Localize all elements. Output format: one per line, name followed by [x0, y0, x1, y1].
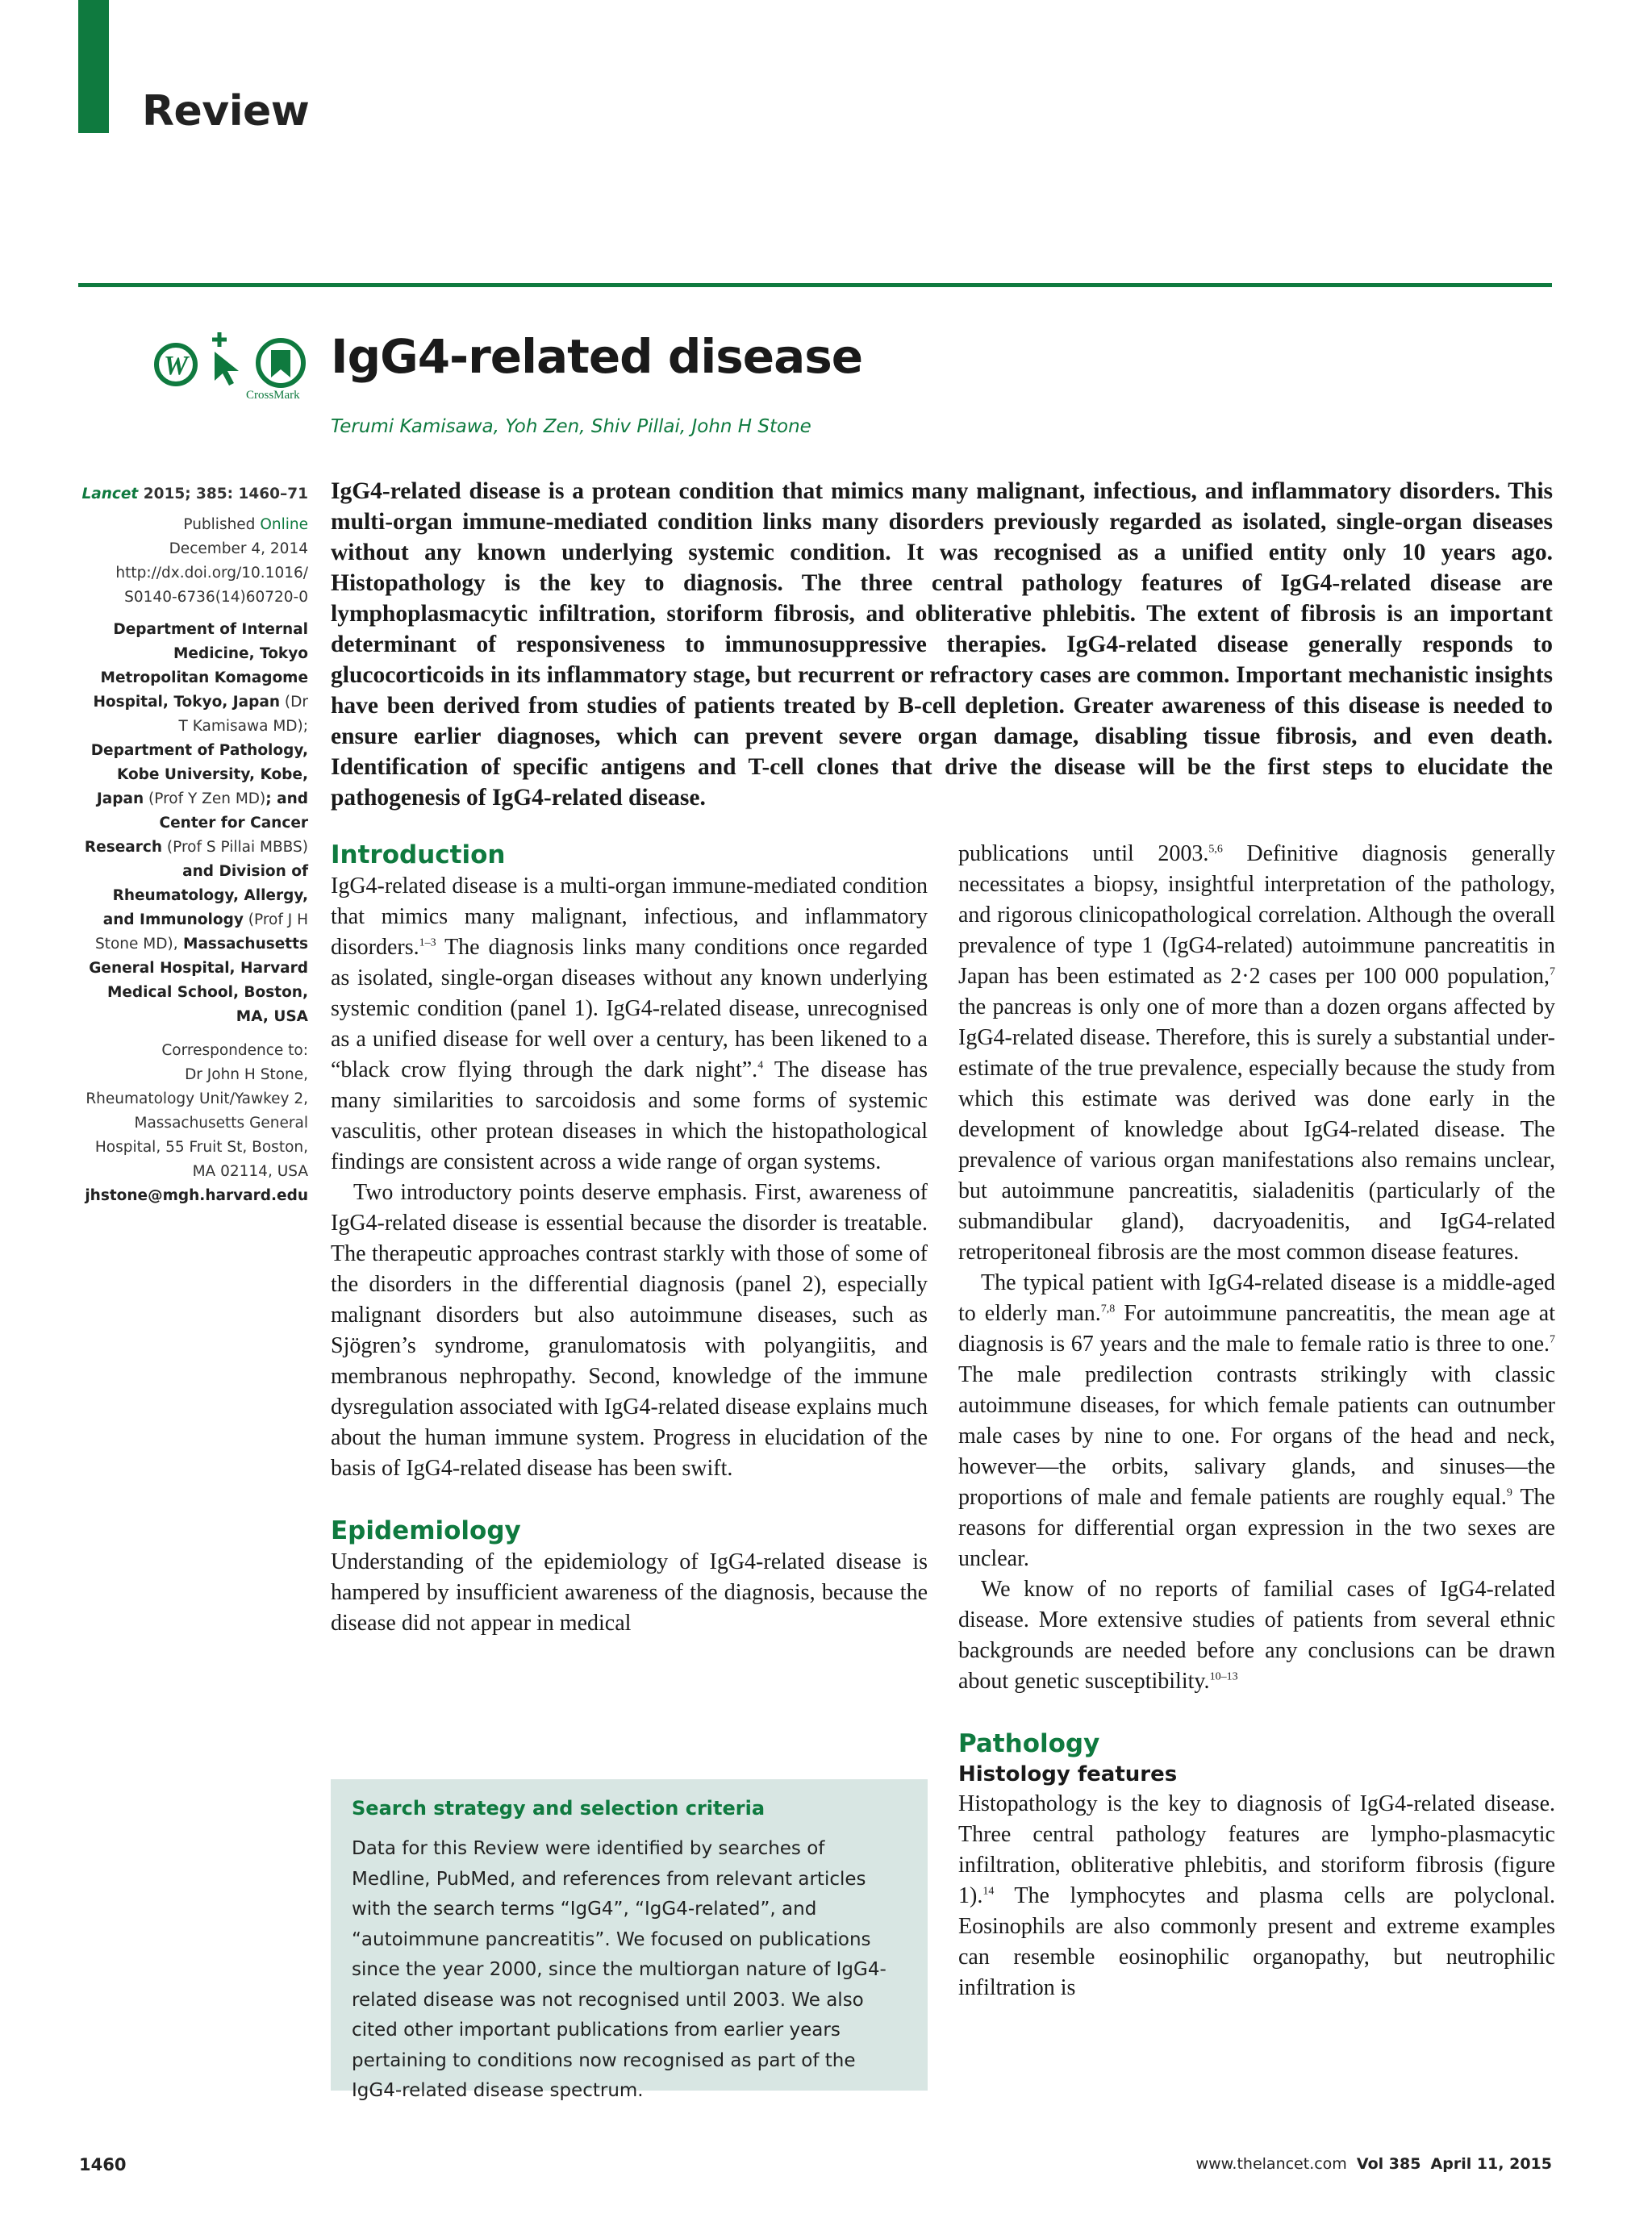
intro-p1-text-b: The diagnosis links many conditions once regarded as isolated, single-organ diseases without any known underlying systemic condition (panel 1). IgG4-related disease, unrecognised as a unified disease for well over a century, has been likened to a “black crow flying through the dark night”.	[331, 935, 928, 1082]
header-accent-bar	[78, 0, 109, 133]
epi-p2-text-b: For autoimmune pancreatitis, the mean age at diagnosis is 67 years and the male to female ratio is three to one.	[958, 1301, 1555, 1357]
epidemiology-paragraph-2	[958, 1268, 1555, 1574]
affiliation-3: ; and Center for Cancer Research	[84, 790, 308, 856]
heading-histology-features: Histology features	[958, 1762, 1178, 1786]
citation	[81, 482, 308, 507]
right-column	[958, 839, 1555, 2003]
correspondence-label: Correspondence to:	[161, 1042, 308, 1059]
header-rule	[78, 283, 1552, 287]
affiliations	[81, 618, 308, 1029]
epi-p1-text-c: the pancreas is only one of more than a dozen organs affected by IgG4-related disease. Therefore, this is surely a substantial under-estimate of the true prevalence, especially because the study from which this estimate was derived was done early in the development of knowledge about IgG4-related disease. The prevalence of various organ manifestations also remains unclear, but autoimmune pancreatitis, sialadenitis (particularly of the submandibular gland), dacryoadenitis, and IgG4-related retroperitoneal fibrosis are the most common disease features.	[958, 994, 1555, 1265]
epi-p2-text-c: The male predilection contrasts strikingly with classic autoimmune diseases, for which female patients can outnumber male cases by nine to one. For organs of the head and neck, however—the orbits, salivary glands, and sinuses—the proportions of male and female patients are roughly equal.	[958, 1362, 1555, 1510]
footer-journal-info	[1196, 2155, 1552, 2173]
affiliation-4: and Division of Rheumatology, Allergy, and Immunology	[102, 863, 308, 928]
reference-superscript[interactable]: 4	[757, 1059, 764, 1072]
heading-epidemiology: Epidemiology	[331, 1516, 521, 1545]
epi-p2-text-a: The typical patient with IgG4-related disease is a middle-aged to elderly man.	[958, 1270, 1555, 1326]
reference-superscript[interactable]: 10–13	[1209, 1670, 1238, 1683]
path-p1-text-a: Histopathology is the key to diagnosis of IgG4-related disease. Three central pathology features are lympho-plasmacytic infiltration, obliterative phlebitis, and storiform fibrosis (figure 1).	[958, 1791, 1555, 1908]
intro-paragraph-2: Two introductory points deserve emphasis. First, awareness of IgG4-related disease is essential because the disorder is treatable. The therapeutic approaches contrast starkly with those of some of the disorders in the differential diagnosis (panel 2), especially malignant disorders but also autoimmune diseases, such as Sjögren’s syndrome, granulomatosis with polyangiitis, and membranous nephropathy. Second, knowledge of the immune dysregulation associated with IgG4-related disease explains much about the human immune system. Progress in elucidation of the basis of IgG4-related disease has been swift.	[331, 1180, 928, 1481]
published-line	[81, 513, 308, 537]
heading-introduction: Introduction	[331, 840, 506, 869]
crossmark-label: CrossMark	[246, 389, 300, 402]
affiliation-5: Massachusetts General Hospital, Harvard Medical School, Boston, MA, USA	[89, 936, 308, 1025]
doi-line-2[interactable]: S0140-6736(14)60720-0	[124, 589, 308, 606]
epi-p3-text: We know of no reports of familial cases of IgG4-related disease. More extensive studies of patients from several ethnic backgrounds are needed before any conclusions can be drawn about genetic susceptibility.	[958, 1577, 1555, 1694]
published-online-link[interactable]: Online	[260, 516, 308, 533]
reference-superscript[interactable]: 5,6	[1208, 843, 1223, 856]
article-sidebar	[81, 482, 308, 1208]
search-strategy-panel	[331, 1779, 928, 2101]
affiliation-1-person: (Dr T Kamisawa MD);	[178, 694, 308, 735]
citation-volume: 2015; 385: 1460–71	[143, 486, 308, 502]
intro-p1-text-a: IgG4-related disease is a multi-organ immune-mediated condition that mimics many malignant, infectious, and inflammatory disorders.	[331, 873, 928, 960]
footer-volume: Vol 385	[1356, 2155, 1421, 2173]
panel-body: Data for this Review were identified by searches of Medline, PubMed, and references from relevant articles with the search terms “IgG4”, “IgG4-related”, and “autoimmune pancreatitis”. We focused on publications since the year 2000, since the multiorgan nature of IgG4-related disease was not recognised until 2003. We also cited other important publications from earlier years pertaining to conditions now recognised as part of the IgG4-related disease spectrum.	[352, 1838, 886, 2101]
page-number: 1460	[79, 2155, 127, 2174]
published-prefix: Published	[183, 516, 261, 533]
web-first-icon	[156, 345, 195, 384]
epi-p2-text-d: The reasons for differential organ expression in the two sexes are unclear.	[958, 1485, 1555, 1571]
correspondence-email[interactable]: jhstone@mgh.harvard.edu	[85, 1187, 308, 1204]
epidemiology-paragraph-1: Understanding of the epidemiology of IgG4-related disease is hampered by insufficient awareness of the diagnosis, because the disease did not appear in medical	[331, 1549, 928, 1636]
panel-title: Search strategy and selection criteria	[352, 1797, 766, 1820]
path-p1-text-b: The lymphocytes and plasma cells are polyclonal. Eosinophils are also commonly present and extreme examples can resemble eosinophilic organopathy, but neutrophilic infiltration is	[958, 1883, 1555, 2000]
abstract: IgG4-related disease is a protean condition that mimics many malignant, infectious, and inflammatory disorders. This multi-organ immune-mediated condition links many disorders previously regarded as isolated, single-organ diseases without any known underlying systemic condition. It was recognised as a unified entity only 10 years ago. Histopathology is the key to diagnosis. The three central pathology features of IgG4-related disease are lymphoplasmacytic infiltration, storiform fibrosis, and obliterative phlebitis. The extent of fibrosis is an important determinant of responsiveness to immunosuppressive therapies. IgG4-related disease generally responds to glucocorticoids in its inflammatory stage, but recurrent or refractory cases are common. Important mechanistic insights have been derived from studies of patients treated by B-cell depletion. Greater awareness of this disease is needed to ensure earlier diagnoses, which can prevent severe organ damage, disabling tissue fibrosis, and even death. Identification of specific antigens and T-cell clones that drive the disease will be the first steps to elucidate the pathogenesis of IgG4-related disease.	[331, 478, 1553, 811]
affiliation-3-person: (Prof S Pillai MBBS)	[162, 839, 308, 856]
intro-p1-text-c: The disease has many similarities to sarcoidosis and some forms of systemic vasculitis, other protean diseases in which the histopathological findings are consistent across a wide range of organ systems.	[331, 1057, 928, 1174]
intro-paragraph-1	[331, 871, 928, 1178]
affiliation-2: Department of Pathology, Kobe University, Kobe, Japan	[90, 742, 308, 807]
cursor-plus-icon	[212, 332, 239, 386]
epi-p1-text-a: publications until 2003.	[958, 841, 1209, 866]
published-date: December 4, 2014	[169, 540, 308, 557]
epi-p1-text-b: Definitive diagnosis generally necessitates a biopsy, insightful interpretation of the pathology, and rigorous clinicopathological correlation. Although the overall prevalence of type 1 (IgG4-related) autoimmune pancreatitis in Japan has been estimated as 2·2 cases per 100 000 population,	[958, 841, 1555, 989]
heading-pathology: Pathology	[958, 1729, 1100, 1758]
epidemiology-paragraph-3	[958, 1574, 1555, 1697]
left-column	[331, 839, 928, 1639]
correspondence-address: Dr John H Stone, Rheumatology Unit/Yawkey 2, Massachusetts General Hospital, 55 Fruit St, Boston, MA 02114, USA	[86, 1066, 308, 1180]
reference-superscript[interactable]: 7,8	[1100, 1303, 1116, 1315]
doi-line-1[interactable]: http://dx.doi.org/10.1016/	[115, 565, 308, 582]
reference-superscript[interactable]: 14	[982, 1885, 995, 1898]
reference-superscript[interactable]: 1–3	[419, 936, 436, 949]
affiliation-4-person: (Prof J H Stone MD),	[94, 911, 308, 953]
article-title: IgG4-related disease	[331, 329, 863, 384]
reference-superscript[interactable]: 9	[1506, 1486, 1512, 1499]
affiliation-1: Department of Internal Medicine, Tokyo Metropolitan Komagome Hospital, Tokyo, Japan	[93, 621, 308, 711]
pathology-paragraph-1	[958, 1789, 1555, 2003]
epidemiology-paragraph-1-cont	[958, 839, 1555, 1268]
citation-journal: Lancet	[81, 486, 139, 502]
crossmark-icon	[258, 340, 303, 386]
footer-date: April 11, 2015	[1430, 2155, 1552, 2173]
footer-site[interactable]: www.thelancet.com	[1195, 2155, 1347, 2173]
reference-superscript[interactable]: 7	[1550, 965, 1555, 978]
svg-text:W: W	[163, 351, 189, 381]
affiliation-2-person: (Prof Y Zen MD)	[144, 790, 266, 807]
reference-superscript[interactable]: 7	[1550, 1333, 1555, 1346]
author-list: Terumi Kamisawa, Yoh Zen, Shiv Pillai, John H Stone	[331, 416, 811, 437]
section-label: Review	[142, 87, 310, 135]
